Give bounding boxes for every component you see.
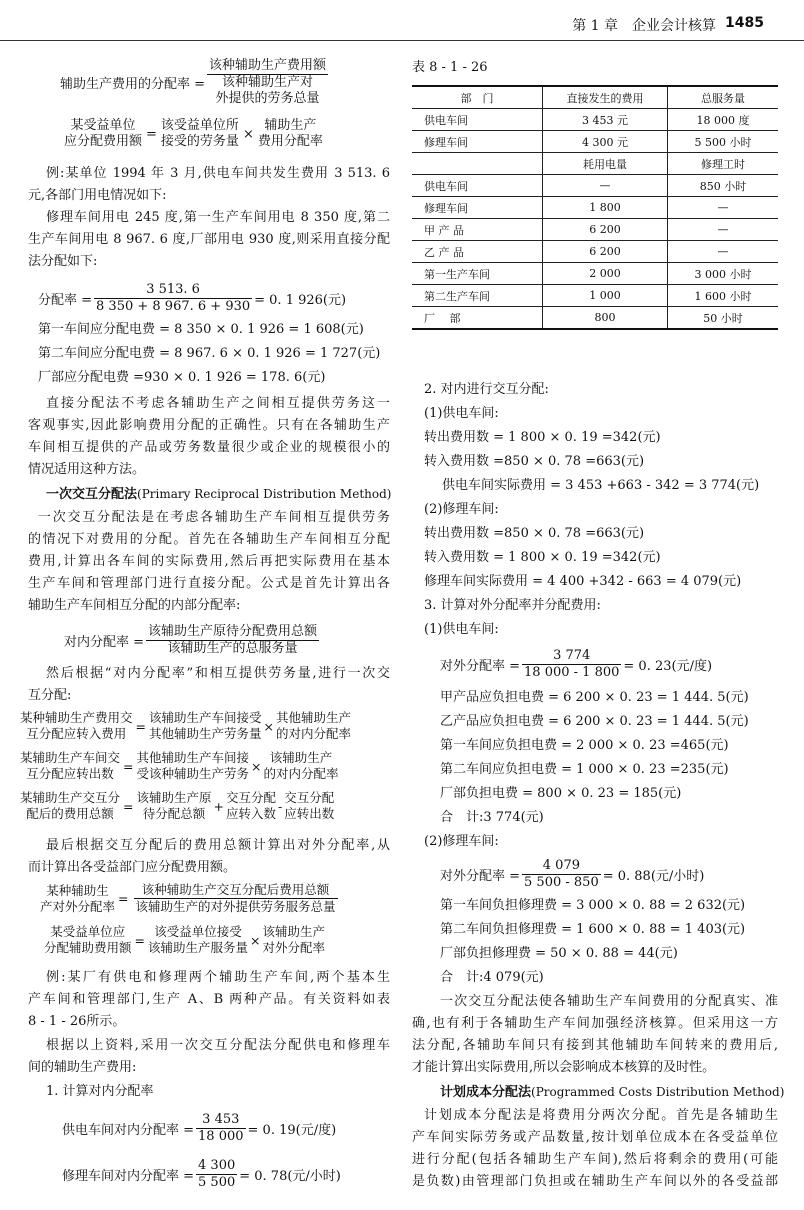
formula-power-internal-rate: 供电车间对内分配率 = $\frac{3 453}{18 000}$ = 0. 19(元/度) [62, 1112, 337, 1144]
paragraph-line: 才能计算出实际费用,所以会影响成本核算的及时性。 [412, 1060, 716, 1075]
calc-line: 转入费用数 =850 × 0. 78 =663(元) [424, 454, 645, 469]
calc-line: 2. 对内进行交互分配: [424, 382, 549, 397]
table-row: 乙 产 品 6 200 — [412, 241, 778, 263]
paragraph-line: 是负数)由管理部门负担或在辅助生产车间以外的各受益部 [412, 1174, 778, 1189]
table-row: 第二生产车间 1 000 1 600 小时 [412, 285, 778, 307]
calc-line: 转出费用数 = 1 800 × 0. 19 =342(元) [424, 430, 661, 445]
paragraph-line: 车间相互提供的产品或劳务数量很少或企业的规模很小的 [28, 440, 390, 455]
calc-line: 第一车间应分配电费 = 8 350 × 0. 1 926 = 1 608(元) [38, 322, 364, 337]
formula-total-after-exchange: 某辅助生产交互分 配后的费用总额 = 该辅助生产原 待分配总额 + 交互分配 应转入数 - 交互分配 应转出数 [20, 790, 335, 821]
paragraph-line: 根据以上资料,采用一次交互分配法分配供电和修理车 [46, 1038, 390, 1053]
calc-line: 第二车间应负担电费 = 1 000 × 0. 23 =235(元) [440, 762, 729, 777]
table-row: 供电车间 3 453 元 18 000 度 [412, 109, 778, 131]
paragraph-line: 生产车间用电 8 967. 6 度,厂部用电 930 度,则采用直接分配 [28, 232, 390, 247]
calc-line: 供电车间实际费用 = 3 453 +663 - 342 = 3 774(元) [442, 478, 760, 493]
formula-power-external-rate: 对外分配率 = $\frac{3 774}{18 000 - 1 800}$ = 0. 23(元/度) [440, 648, 713, 680]
data-table [412, 85, 778, 330]
table-row: 部 门 直接发生的费用 总服务量 [412, 86, 778, 109]
calc-line: 第一车间负担修理费 = 3 000 × 0. 88 = 2 632(元) [440, 898, 746, 913]
paragraph-line: 生产车间和管理部门进行直接分配。公式是首先计算出各 [28, 576, 390, 591]
calc-line: 第二车间应分配电费 = 8 967. 6 × 0. 1 926 = 1 727(元) [38, 346, 381, 361]
formula-unit-allocation: 某受益单位 应分配费用额 = 该受益单位所 接受的劳务量 × 辅助生产 费用分配率 [64, 118, 323, 149]
formula-repair-internal-rate: 修理车间对内分配率 = $\frac{4 300}{5 500}$ = 0. 78(元/小时) [62, 1158, 341, 1190]
paragraph-line: 元,各部门用电情况如下: [28, 188, 167, 203]
paragraph-line: 一次交互分配法是在考虑各辅助生产车间相互提供劳务 [38, 510, 390, 525]
calc-line: (1)供电车间: [424, 406, 499, 421]
table-row: 耗用电量 修理工时 [412, 153, 778, 175]
calc-line: 转出费用数 =850 × 0. 78 =663(元) [424, 526, 645, 541]
paragraph-line: 例:某厂有供电和修理两个辅助生产车间,两个基本生 [46, 970, 390, 985]
paragraph-line: 而计算出各受益部门应分配费用额。 [28, 860, 237, 875]
paragraph-line: 间的辅助生产费用: [28, 1060, 137, 1075]
calc-line: 厂部负担修理费 = 50 × 0. 88 = 44(元) [440, 946, 678, 961]
page-header [0, 0, 804, 41]
page-number: 1485 [725, 15, 764, 31]
calc-line: 乙产品应负担电费 = 6 200 × 0. 23 = 1 444. 5(元) [440, 714, 749, 729]
table-row: 第一生产车间 2 000 3 000 小时 [412, 263, 778, 285]
formula-internal-rate: 对内分配率 = $\frac{\text{该辅助生产原待分配费用总额}}{\text{该辅助生产的总服务量}}$ [64, 624, 318, 656]
calc-line: 转入费用数 = 1 800 × 0. 19 =342(元) [424, 550, 661, 565]
table-row: 修理车间 4 300 元 5 500 小时 [412, 131, 778, 153]
paragraph-line: 费用,计算出各车间的实际费用,然后再把实际费用在基本 [28, 554, 390, 569]
paragraph-line: 一次交互分配法使各辅助生产车间费用的分配真实、准 [440, 994, 778, 1009]
chapter-title: 第 1 章 企业会计核算 [572, 18, 716, 34]
paragraph-line: 1. 计算对内分配率 [46, 1084, 154, 1099]
paragraph-line: 计划成本分配法是将费用分两次分配。首先是各辅助生 [424, 1108, 778, 1123]
calc-line: 修理车间实际费用 = 4 400 +342 - 663 = 4 079(元) [424, 574, 742, 589]
calc-line: 厂部应分配电费 =930 × 0. 1 926 = 178. 6(元) [38, 370, 326, 385]
paragraph-line: 客观事实,因此影响费用分配的正确性。只有在各辅助生产 [28, 418, 390, 433]
calc-line: 合 计:3 774(元) [440, 810, 544, 825]
calc-line: (2)修理车间: [424, 502, 499, 517]
table-row: 甲 产 品 6 200 — [412, 219, 778, 241]
calc-line: 第一车间应负担电费 = 2 000 × 0. 23 =465(元) [440, 738, 729, 753]
paragraph-line: 辅助生产车间相互分配的内部分配率: [28, 598, 241, 613]
table-caption: 表 8 - 1 - 26 [412, 60, 488, 75]
formula-transfer-in: 某种辅助生产费用交 互分配应转入费用 = 该辅助生产车间接受 其他辅助生产劳务量 × 其他辅助生产 的对内分配率 [20, 710, 352, 741]
calc-line: 厂部负担电费 = 800 × 0. 23 = 185(元) [440, 786, 682, 801]
paragraph-line: 产车间实际劳务或产品数量,按计划单位成本在各受益单位 [412, 1130, 778, 1145]
paragraph-line: 直接分配法不考虑各辅助生产之间相互提供劳务这一 [46, 396, 390, 411]
calc-line: 甲产品应负担电费 = 6 200 × 0. 23 = 1 444. 5(元) [440, 690, 749, 705]
paragraph-line: 互分配: [28, 688, 72, 703]
formula-allocation-rate: 辅助生产费用的分配率 = 该种辅助生产费用额 该种辅助生产对 外提供的劳务总量 [60, 58, 327, 106]
formula-direct-rate: 分配率 = $\frac{3 513. 6}{8 350 + 8 967. 6 + 930}$ = 0. 1 926(元) [38, 282, 347, 314]
table-row: 供电车间 — 850 小时 [412, 175, 778, 197]
formula-external-rate: 某种辅助生 产对外分配率 = $\frac{\text{该种辅助生产交互分配后费用总额}}{\text{该辅助生产的对外提供劳务服务总量}}$ [40, 882, 336, 914]
formula-repair-external-rate: 对外分配率 = $\frac{4 079}{5 500 - 850}$ = 0. 88(元/小时) [440, 858, 705, 890]
formula-transfer-out: 某辅助生产车间交 互分配应转出数 = 其他辅助生产车间接 受该种辅助生产劳务 × 该辅助生产 的对内分配率 [20, 750, 339, 781]
paragraph-line: 例:某单位 1994 年 3 月,供电车间共发生费用 3 513. 6 [46, 166, 390, 181]
paragraph-line: 的情况下对费用的分配。首先在各辅助生产车间相互分配 [28, 532, 390, 547]
paragraph-line: 然后根据“对内分配率”和相互提供劳务量,进行一次交 [46, 666, 390, 681]
paragraph-line: 法分配如下: [28, 254, 98, 269]
paragraph-line: 确,也有利于各辅助生产车间加强经济核算。但采用这一方 [412, 1016, 778, 1031]
calc-line: 合 计:4 079(元) [440, 970, 544, 985]
paragraph-line: 法分配,各辅助车间只有接到其他辅助车间转来的费用后, [412, 1038, 778, 1053]
section-heading: 一次交互分配法(Primary Reciprocal Distribution Method) [46, 487, 392, 502]
table-row: 修理车间 1 800 — [412, 197, 778, 219]
paragraph-line: 进行分配(包括各辅助生产车间),然后将剩余的费用(可能 [412, 1152, 778, 1167]
calc-line: 第二车间负担修理费 = 1 600 × 0. 88 = 1 403(元) [440, 922, 746, 937]
paragraph-line: 情况适用这种方法。 [28, 462, 146, 477]
paragraph-line: 8 - 1 - 26所示。 [28, 1014, 126, 1029]
calc-line: (1)供电车间: [424, 622, 499, 637]
paragraph-line: 产车间和管理部门,生产 A、B 两种产品。有关资料如表 [28, 992, 390, 1007]
formula-unit-auxiliary-cost: 某受益单位应 分配辅助费用额 = 该受益单位接受 该辅助生产服务量 × 该辅助生产 对外分配率 [44, 924, 326, 955]
calc-line: (2)修理车间: [424, 834, 499, 849]
paragraph-line: 最后根据交互分配后的费用总额计算出对外分配率,从 [46, 838, 390, 853]
section-heading: 计划成本分配法(Programmed Costs Distribution Method) [440, 1085, 785, 1100]
paragraph-line: 修理车间用电 245 度,第一生产车间用电 8 350 度,第二 [46, 210, 390, 225]
calc-line: 3. 计算对外分配率并分配费用: [424, 598, 601, 613]
table-row: 厂 部 800 50 小时 [412, 307, 778, 330]
